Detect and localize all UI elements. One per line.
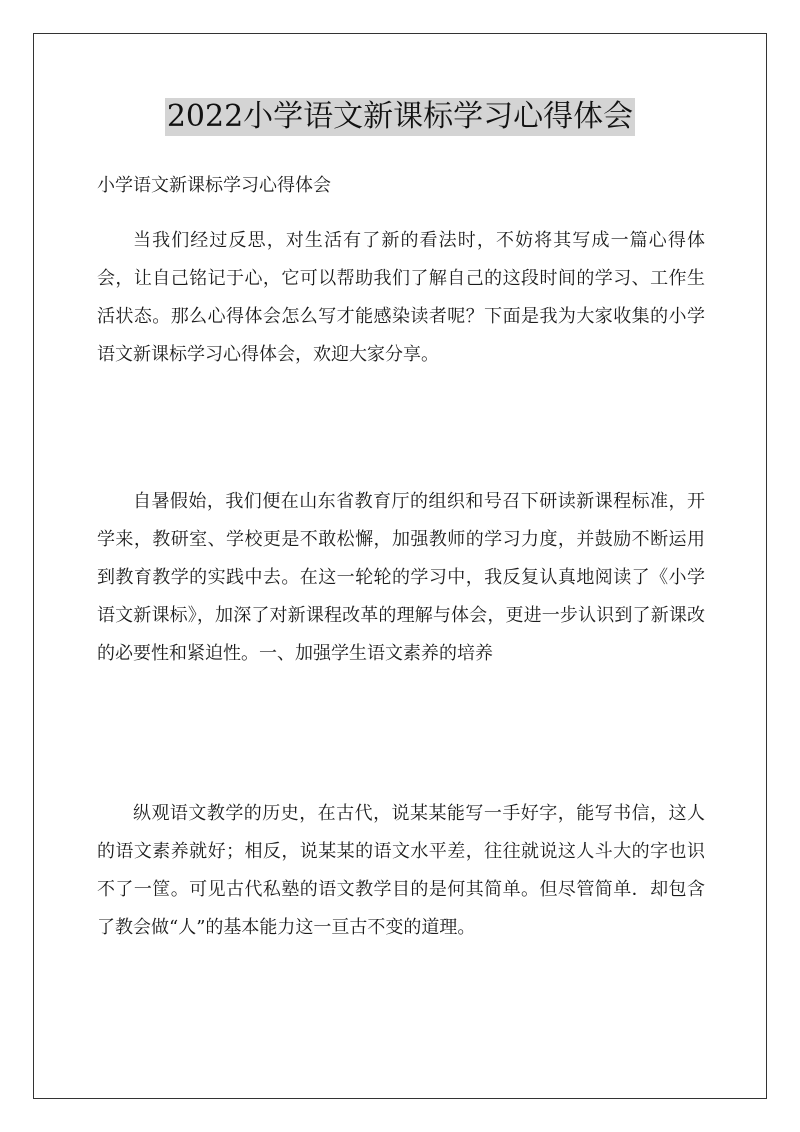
- title-container: [0, 98, 800, 136]
- document-subtitle: 小学语文新课标学习心得体会: [97, 175, 331, 196]
- paragraph-history: 纵观语文教学的历史，在古代，说某某能写一手好字，能写书信，这人的语文素养就好；相反，说某某的语文水平差，往往就说这人斗大的字也识不了一筐。可见古代私塾的语文教学目的是何其简单。但尽管简单．却包含了教会做“人”的基本能力这一亘古不变的道理。: [97, 803, 705, 938]
- document-title: 2022小学语文新课标学习心得体会: [166, 99, 634, 134]
- paragraph-intro: 当我们经过反思，对生活有了新的看法时，不妨将其写成一篇心得体会，让自己铭记于心，它可以帮助我们了解自己的这段时间的学习、工作生活状态。那么心得体会怎么写才能感染读者呢？下面是我为大家收集的小学语文新课标学习心得体会，欢迎大家分享。: [97, 230, 705, 365]
- paragraph-study: 自暑假始，我们便在山东省教育厅的组织和号召下研读新课程标准，开学来，教研室、学校更是不敢松懈，加强教师的学习力度，并鼓励不断运用到教育教学的实践中去。在这一轮轮的学习中，我反复认真地阅读了《小学语文新课标》，加深了对新课程改革的理解与体会，更进一步认识到了新课改的必要性和紧迫性。一、加强学生语文素养的培养: [97, 491, 705, 664]
